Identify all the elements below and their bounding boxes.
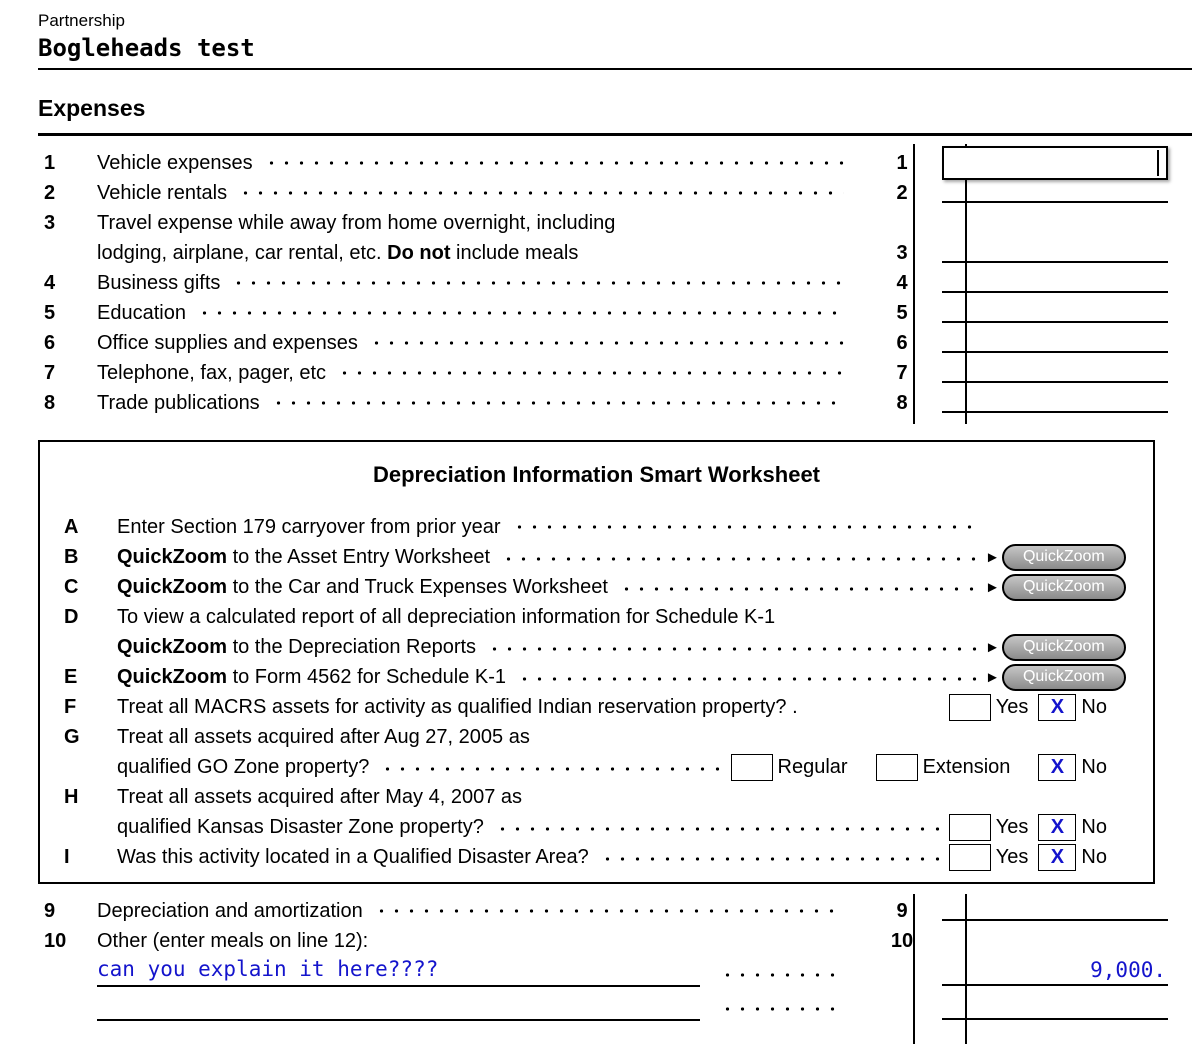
dot-leader	[617, 574, 979, 601]
row-letter: D	[64, 605, 79, 628]
line-label: Vehicle expenses	[97, 151, 253, 174]
extension-label: Extension	[922, 755, 1011, 778]
row-label: qualified Kansas Disaster Zone property?	[117, 815, 484, 838]
dot-leader	[598, 844, 943, 871]
quickzoom-arrow-icon: ►	[985, 638, 1000, 656]
line-ref: 10	[890, 929, 914, 952]
trade-publications-amount-input[interactable]	[942, 411, 1168, 413]
business-gifts-amount-input[interactable]	[942, 291, 1168, 293]
line-label: lodging, airplane, car rental, etc. Do not include meals	[97, 242, 579, 264]
no-label: No	[1081, 695, 1107, 718]
dot-leader	[229, 272, 844, 295]
kansas-disaster-no-checkbox[interactable]	[1038, 814, 1076, 841]
line-label: Trade publications	[97, 391, 260, 414]
header-divider	[38, 68, 1192, 70]
line-ref: 9	[896, 899, 908, 922]
line-number: 4	[44, 271, 56, 294]
expense-row-9	[0, 896, 1192, 926]
dot-leader	[718, 990, 844, 1024]
ws-row-d-line1	[40, 602, 1153, 632]
dot-leader	[378, 754, 724, 781]
entity-name-value: Bogleheads test	[38, 34, 255, 62]
expense-row-10	[0, 926, 1192, 956]
line-label: Depreciation and amortization	[97, 899, 363, 922]
dot-leader	[515, 664, 979, 691]
line-label: Travel expense while away from home overnight, including	[97, 212, 616, 234]
expense-row-6	[0, 328, 1192, 358]
quickzoom-arrow-icon: ►	[985, 668, 1000, 686]
expense-row-3	[0, 208, 1192, 268]
dot-leader	[367, 332, 844, 355]
row-label: Enter Section 179 carryover from prior year	[117, 515, 501, 538]
line-label: Business gifts	[97, 271, 221, 294]
row-letter: G	[64, 725, 80, 748]
ws-row-g-line2	[40, 752, 1153, 782]
line-ref: 2	[896, 181, 908, 204]
row-label: QuickZoom to the Depreciation Reports	[117, 635, 477, 658]
other-expense-amount-value: 9,000.	[1090, 958, 1166, 982]
row-label: Treat all assets acquired after Aug 27, 2005 as	[117, 725, 530, 748]
dot-leader	[485, 634, 979, 661]
no-label: No	[1081, 755, 1107, 778]
table-divider-right	[965, 894, 967, 1044]
table-divider-left	[913, 144, 915, 424]
ws-row-d-line2	[40, 632, 1153, 662]
line-number: 10	[44, 929, 67, 952]
depreciation-smart-worksheet	[38, 440, 1155, 884]
vehicle-rentals-amount-input[interactable]	[942, 201, 1168, 203]
vehicle-expenses-amount-input[interactable]	[942, 146, 1168, 180]
education-amount-input[interactable]	[942, 321, 1168, 323]
other-expense-entry-row-2	[0, 990, 1192, 1024]
row-label: Treat all assets acquired after May 4, 2007 as	[117, 785, 523, 808]
line-number: 7	[44, 361, 56, 384]
macrs-indian-reservation-yes-checkbox[interactable]	[949, 694, 991, 721]
row-letter: E	[64, 665, 78, 688]
line-number: 2	[44, 181, 56, 204]
line-number: 3	[44, 212, 56, 234]
yes-label: Yes	[995, 695, 1029, 718]
telephone-amount-input[interactable]	[942, 381, 1168, 383]
ws-row-h-line1	[40, 782, 1153, 812]
line-ref: 8	[896, 391, 908, 414]
row-letter: F	[64, 695, 77, 718]
office-supplies-amount-input[interactable]	[942, 351, 1168, 353]
no-label: No	[1081, 845, 1107, 868]
row-letter: C	[64, 575, 79, 598]
row-label: Was this activity located in a Qualified Disaster Area?	[117, 845, 589, 868]
row-label: Treat all MACRS assets for activity as qualified Indian reservation property? .	[117, 695, 798, 718]
checkbox-x-mark: X	[1050, 846, 1065, 868]
line-number: 5	[44, 301, 56, 324]
section-title: Expenses	[38, 95, 146, 121]
ws-row-b	[40, 542, 1153, 572]
travel-expense-amount-input[interactable]	[942, 261, 1168, 263]
depreciation-amount-input[interactable]	[942, 919, 1168, 921]
line-ref: 4	[896, 271, 908, 294]
bottom-table	[0, 884, 1192, 1044]
expense-row-4	[0, 268, 1192, 298]
checkbox-x-mark: X	[1050, 816, 1065, 838]
table-divider-left	[913, 894, 915, 1044]
line-number: 6	[44, 331, 56, 354]
row-letter: B	[64, 545, 79, 568]
line-label: Other (enter meals on line 12):	[97, 929, 369, 952]
quickzoom-arrow-icon: ►	[985, 548, 1000, 566]
line-number: 9	[44, 899, 56, 922]
table-divider-right	[965, 144, 967, 424]
qualified-disaster-area-yes-checkbox[interactable]	[949, 844, 991, 871]
line-ref: 1	[896, 151, 908, 174]
go-zone-regular-checkbox[interactable]	[731, 754, 773, 781]
other-expense-amount-input[interactable]	[942, 957, 1168, 986]
row-label: QuickZoom to Form 4562 for Schedule K-1	[117, 665, 507, 688]
ws-row-i	[40, 842, 1153, 872]
form-header	[0, 0, 1192, 64]
worksheet-title: Depreciation Information Smart Worksheet	[372, 462, 820, 487]
dot-leader	[195, 302, 844, 325]
line-number: 8	[44, 391, 56, 414]
macrs-indian-reservation-no-checkbox[interactable]	[1038, 694, 1076, 721]
line-label: Education	[97, 301, 186, 324]
line-label: Telephone, fax, pager, etc	[97, 361, 327, 384]
kansas-disaster-yes-checkbox[interactable]	[949, 814, 991, 841]
yes-label: Yes	[995, 815, 1029, 838]
row-label: QuickZoom to the Asset Entry Worksheet	[117, 545, 491, 568]
expense-row-8	[0, 388, 1192, 418]
checkbox-x-mark: X	[1050, 756, 1065, 778]
expense-row-7	[0, 358, 1192, 388]
quickzoom-depreciation-reports-button[interactable]: QuickZoom	[1002, 634, 1126, 661]
quickzoom-form-4562-button[interactable]: QuickZoom	[1002, 664, 1126, 691]
go-zone-extension-checkbox[interactable]	[876, 754, 918, 781]
quickzoom-arrow-icon: ►	[985, 578, 1000, 596]
dot-leader	[718, 956, 844, 990]
expense-row-1	[0, 148, 1192, 178]
other-expense-description-input-2[interactable]	[97, 990, 700, 1021]
ws-row-e	[40, 662, 1153, 692]
entity-type-label: Partnership	[38, 11, 125, 30]
row-letter: I	[64, 845, 70, 868]
line-ref: 3	[896, 242, 908, 264]
row-label: QuickZoom to the Car and Truck Expenses Worksheet	[117, 575, 608, 598]
line-label: Office supplies and expenses	[97, 331, 358, 354]
dot-leader	[372, 900, 844, 923]
line-label: Vehicle rentals	[97, 181, 228, 204]
expense-row-5	[0, 298, 1192, 328]
quickzoom-asset-entry-button[interactable]: QuickZoom	[1002, 544, 1126, 571]
line-ref: 6	[896, 331, 908, 354]
dot-leader	[499, 544, 979, 571]
ws-row-a	[40, 512, 1153, 542]
ws-row-c	[40, 572, 1153, 602]
no-label: No	[1081, 815, 1107, 838]
expenses-table	[0, 136, 1192, 430]
checkbox-x-mark: X	[1050, 696, 1065, 718]
other-expense-amount-input-2[interactable]	[942, 1018, 1168, 1020]
dot-leader	[510, 516, 980, 539]
other-expense-entry-row	[0, 956, 1192, 990]
quickzoom-car-truck-expenses-button[interactable]: QuickZoom	[1002, 574, 1126, 601]
go-zone-no-checkbox[interactable]	[1038, 754, 1076, 781]
other-expense-description-input[interactable]: can you explain it here????	[97, 956, 700, 987]
dot-leader	[236, 182, 844, 205]
line-ref: 5	[896, 301, 908, 324]
row-label: To view a calculated report of all depreciation information for Schedule K-1	[117, 605, 776, 628]
ws-row-h-line2	[40, 812, 1153, 842]
row-letter: H	[64, 785, 79, 808]
ws-row-g-line1	[40, 722, 1153, 752]
line-ref: 7	[896, 361, 908, 384]
dot-leader	[262, 152, 844, 175]
ws-row-f	[40, 692, 1153, 722]
section-179-carryover-field	[985, 527, 1135, 528]
regular-label: Regular	[777, 755, 848, 778]
row-label: qualified GO Zone property?	[117, 755, 370, 778]
yes-label: Yes	[995, 845, 1029, 868]
dot-leader	[493, 814, 943, 841]
expense-row-2	[0, 178, 1192, 208]
row-letter: A	[64, 515, 79, 538]
qualified-disaster-area-no-checkbox[interactable]	[1038, 844, 1076, 871]
line-number: 1	[44, 151, 56, 174]
dot-leader	[335, 362, 844, 385]
dot-leader	[269, 392, 844, 415]
